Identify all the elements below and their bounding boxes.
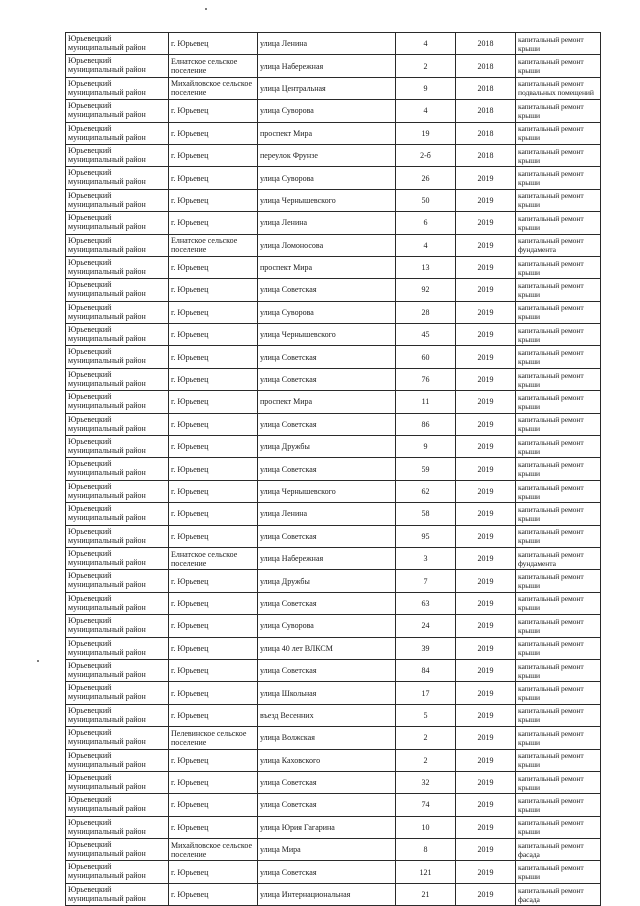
house-number-cell: 4 [396,100,456,122]
house-number-cell: 59 [396,458,456,480]
district-cell: Юрьевецкий муниципальный район [66,480,169,502]
street-cell: улица Интернациональная [258,883,396,905]
year-cell: 2019 [456,861,516,883]
district-cell: Юрьевецкий муниципальный район [66,458,169,480]
settlement-cell: Елнатское сельское поселение [169,547,258,569]
year-cell: 2019 [456,436,516,458]
work-type-cell: капитальный ремонт крыши [516,324,601,346]
house-number-cell: 45 [396,324,456,346]
house-number-cell: 2 [396,55,456,77]
house-number-cell: 9 [396,77,456,99]
year-cell: 2019 [456,324,516,346]
district-cell: Юрьевецкий муниципальный район [66,570,169,592]
district-cell: Юрьевецкий муниципальный район [66,391,169,413]
street-cell: улица Чернышевского [258,189,396,211]
house-number-cell: 10 [396,816,456,838]
settlement-cell: г. Юрьевец [169,33,258,55]
year-cell: 2019 [456,525,516,547]
table-row [66,391,601,413]
district-cell: Юрьевецкий муниципальный район [66,167,169,189]
work-type-cell: капитальный ремонт крыши [516,592,601,614]
table-row [66,659,601,681]
settlement-cell: г. Юрьевец [169,883,258,905]
settlement-cell: Михайловское сельское поселение [169,77,258,99]
table-row [66,771,601,793]
work-type-cell: капитальный ремонт крыши [516,615,601,637]
district-cell: Юрьевецкий муниципальный район [66,301,169,323]
street-cell: улица Суворова [258,301,396,323]
settlement-cell: г. Юрьевец [169,794,258,816]
work-type-cell: капитальный ремонт крыши [516,391,601,413]
street-cell: проспект Мира [258,256,396,278]
house-number-cell: 92 [396,279,456,301]
settlement-cell: г. Юрьевец [169,301,258,323]
table-row [66,100,601,122]
work-type-cell: капитальный ремонт крыши [516,413,601,435]
street-cell: улица Советская [258,592,396,614]
house-number-cell: 74 [396,794,456,816]
house-number-cell: 3 [396,547,456,569]
table-row [66,436,601,458]
table-row [66,592,601,614]
settlement-cell: г. Юрьевец [169,279,258,301]
table-row [66,861,601,883]
table-row [66,368,601,390]
street-cell: улица Набережная [258,547,396,569]
settlement-cell: Пелевинское сельское поселение [169,727,258,749]
settlement-cell: г. Юрьевец [169,659,258,681]
table-row [66,570,601,592]
house-number-cell: 5 [396,704,456,726]
settlement-cell: г. Юрьевец [169,167,258,189]
year-cell: 2019 [456,189,516,211]
table-row [66,458,601,480]
street-cell: улица Юрия Гагарина [258,816,396,838]
street-cell: улица Центральная [258,77,396,99]
settlement-cell: г. Юрьевец [169,212,258,234]
settlement-cell: г. Юрьевец [169,816,258,838]
district-cell: Юрьевецкий муниципальный район [66,234,169,256]
street-cell: улица Суворова [258,100,396,122]
street-cell: улица Советская [258,659,396,681]
district-cell: Юрьевецкий муниципальный район [66,749,169,771]
year-cell: 2019 [456,659,516,681]
district-cell: Юрьевецкий муниципальный район [66,256,169,278]
work-type-cell: капитальный ремонт крыши [516,816,601,838]
street-cell: улица Советская [258,368,396,390]
table-row [66,279,601,301]
district-cell: Юрьевецкий муниципальный район [66,592,169,614]
work-type-cell: капитальный ремонт подвальных помещений [516,77,601,99]
table-row [66,637,601,659]
table-row [66,503,601,525]
year-cell: 2019 [456,256,516,278]
district-cell: Юрьевецкий муниципальный район [66,794,169,816]
house-number-cell: 2-б [396,144,456,166]
year-cell: 2019 [456,839,516,861]
street-cell: проспект Мира [258,391,396,413]
settlement-cell: г. Юрьевец [169,256,258,278]
house-number-cell: 9 [396,436,456,458]
settlement-cell: г. Юрьевец [169,100,258,122]
year-cell: 2019 [456,279,516,301]
house-number-cell: 7 [396,570,456,592]
house-number-cell: 2 [396,749,456,771]
work-type-cell: капитальный ремонт фасада [516,883,601,905]
year-cell: 2019 [456,413,516,435]
street-cell: улица Чернышевского [258,480,396,502]
year-cell: 2019 [456,794,516,816]
house-number-cell: 60 [396,346,456,368]
settlement-cell: г. Юрьевец [169,704,258,726]
work-type-cell: капитальный ремонт крыши [516,122,601,144]
street-cell: улица Дружбы [258,570,396,592]
work-type-cell: капитальный ремонт фундамента [516,234,601,256]
year-cell: 2019 [456,749,516,771]
house-number-cell: 17 [396,682,456,704]
house-number-cell: 4 [396,234,456,256]
district-cell: Юрьевецкий муниципальный район [66,436,169,458]
district-cell: Юрьевецкий муниципальный район [66,368,169,390]
settlement-cell: г. Юрьевец [169,861,258,883]
work-type-cell: капитальный ремонт фасада [516,839,601,861]
district-cell: Юрьевецкий муниципальный район [66,324,169,346]
district-cell: Юрьевецкий муниципальный район [66,839,169,861]
table-row [66,77,601,99]
settlement-cell: г. Юрьевец [169,525,258,547]
year-cell: 2019 [456,727,516,749]
table-row [66,883,601,905]
house-number-cell: 95 [396,525,456,547]
settlement-cell: г. Юрьевец [169,682,258,704]
year-cell: 2019 [456,615,516,637]
year-cell: 2019 [456,458,516,480]
house-number-cell: 86 [396,413,456,435]
year-cell: 2018 [456,77,516,99]
settlement-cell: г. Юрьевец [169,413,258,435]
street-cell: улица Ленина [258,33,396,55]
year-cell: 2019 [456,547,516,569]
table-row [66,794,601,816]
district-cell: Юрьевецкий муниципальный район [66,637,169,659]
work-type-cell: капитальный ремонт крыши [516,503,601,525]
street-cell: улица Советская [258,771,396,793]
work-type-cell: капитальный ремонт крыши [516,301,601,323]
year-cell: 2019 [456,570,516,592]
table-row [66,480,601,502]
work-type-cell: капитальный ремонт крыши [516,458,601,480]
street-cell: улица Набережная [258,55,396,77]
house-number-cell: 24 [396,615,456,637]
year-cell: 2019 [456,212,516,234]
work-type-cell: капитальный ремонт крыши [516,525,601,547]
settlement-cell: Елнатское сельское поселение [169,55,258,77]
work-type-cell: капитальный ремонт крыши [516,682,601,704]
year-cell: 2019 [456,883,516,905]
district-cell: Юрьевецкий муниципальный район [66,413,169,435]
table-row [66,122,601,144]
settlement-cell: Михайловское сельское поселение [169,839,258,861]
street-cell: улица Советская [258,413,396,435]
table-row [66,301,601,323]
settlement-cell: г. Юрьевец [169,368,258,390]
house-number-cell: 50 [396,189,456,211]
table-row [66,33,601,55]
table-row [66,413,601,435]
street-cell: улица Суворова [258,615,396,637]
work-type-cell: капитальный ремонт фундамента [516,547,601,569]
district-cell: Юрьевецкий муниципальный район [66,615,169,637]
year-cell: 2019 [456,637,516,659]
year-cell: 2019 [456,592,516,614]
table-row [66,167,601,189]
year-cell: 2018 [456,122,516,144]
district-cell: Юрьевецкий муниципальный район [66,682,169,704]
street-cell: улица Чернышевского [258,324,396,346]
year-cell: 2019 [456,682,516,704]
work-type-cell: капитальный ремонт крыши [516,212,601,234]
table-row [66,212,601,234]
work-type-cell: капитальный ремонт крыши [516,144,601,166]
street-cell: улица Советская [258,346,396,368]
work-type-cell: капитальный ремонт крыши [516,436,601,458]
table-row [66,547,601,569]
house-number-cell: 76 [396,368,456,390]
year-cell: 2019 [456,816,516,838]
street-cell: переулок Фрунзе [258,144,396,166]
settlement-cell: г. Юрьевец [169,771,258,793]
work-type-cell: капитальный ремонт крыши [516,861,601,883]
house-number-cell: 39 [396,637,456,659]
settlement-cell: г. Юрьевец [169,144,258,166]
settlement-cell: г. Юрьевец [169,346,258,368]
settlement-cell: г. Юрьевец [169,436,258,458]
district-cell: Юрьевецкий муниципальный район [66,727,169,749]
table-row [66,55,601,77]
table-row [66,727,601,749]
table-row [66,839,601,861]
street-cell: улица Каховского [258,749,396,771]
scan-speck [37,660,39,662]
table-row [66,704,601,726]
settlement-cell: Елнатское сельское поселение [169,234,258,256]
year-cell: 2019 [456,503,516,525]
district-cell: Юрьевецкий муниципальный район [66,816,169,838]
work-type-cell: капитальный ремонт крыши [516,659,601,681]
work-type-cell: капитальный ремонт крыши [516,33,601,55]
year-cell: 2019 [456,346,516,368]
house-number-cell: 13 [396,256,456,278]
street-cell: проспект Мира [258,122,396,144]
house-number-cell: 8 [396,839,456,861]
year-cell: 2019 [456,167,516,189]
year-cell: 2018 [456,144,516,166]
house-number-cell: 21 [396,883,456,905]
district-cell: Юрьевецкий муниципальный район [66,189,169,211]
settlement-cell: г. Юрьевец [169,480,258,502]
district-cell: Юрьевецкий муниципальный район [66,771,169,793]
district-cell: Юрьевецкий муниципальный район [66,100,169,122]
table-row [66,234,601,256]
work-type-cell: капитальный ремонт крыши [516,189,601,211]
street-cell: улица 40 лет ВЛКСМ [258,637,396,659]
house-number-cell: 58 [396,503,456,525]
district-cell: Юрьевецкий муниципальный район [66,33,169,55]
year-cell: 2018 [456,100,516,122]
house-number-cell: 121 [396,861,456,883]
district-cell: Юрьевецкий муниципальный район [66,861,169,883]
table-row [66,346,601,368]
house-number-cell: 11 [396,391,456,413]
district-cell: Юрьевецкий муниципальный район [66,503,169,525]
year-cell: 2019 [456,234,516,256]
work-type-cell: капитальный ремонт крыши [516,480,601,502]
work-type-cell: капитальный ремонт крыши [516,368,601,390]
street-cell: улица Ленина [258,212,396,234]
table-row [66,682,601,704]
settlement-cell: г. Юрьевец [169,749,258,771]
work-type-cell: капитальный ремонт крыши [516,346,601,368]
house-number-cell: 26 [396,167,456,189]
street-cell: улица Советская [258,794,396,816]
house-number-cell: 4 [396,33,456,55]
settlement-cell: г. Юрьевец [169,503,258,525]
house-number-cell: 32 [396,771,456,793]
table-row [66,525,601,547]
work-type-cell: капитальный ремонт крыши [516,100,601,122]
district-cell: Юрьевецкий муниципальный район [66,55,169,77]
house-number-cell: 28 [396,301,456,323]
house-number-cell: 2 [396,727,456,749]
settlement-cell: г. Юрьевец [169,615,258,637]
district-cell: Юрьевецкий муниципальный район [66,212,169,234]
work-type-cell: капитальный ремонт крыши [516,727,601,749]
year-cell: 2019 [456,301,516,323]
street-cell: улица Школьная [258,682,396,704]
table-row [66,324,601,346]
repair-schedule-table [65,32,601,906]
settlement-cell: г. Юрьевец [169,391,258,413]
year-cell: 2019 [456,368,516,390]
year-cell: 2019 [456,704,516,726]
street-cell: улица Ленина [258,503,396,525]
year-cell: 2018 [456,55,516,77]
district-cell: Юрьевецкий муниципальный район [66,77,169,99]
house-number-cell: 62 [396,480,456,502]
settlement-cell: г. Юрьевец [169,570,258,592]
work-type-cell: капитальный ремонт крыши [516,279,601,301]
table-row [66,189,601,211]
table-row [66,144,601,166]
table-row [66,256,601,278]
work-type-cell: капитальный ремонт крыши [516,704,601,726]
street-cell: улица Советская [258,279,396,301]
district-cell: Юрьевецкий муниципальный район [66,525,169,547]
work-type-cell: капитальный ремонт крыши [516,637,601,659]
district-cell: Юрьевецкий муниципальный район [66,279,169,301]
district-cell: Юрьевецкий муниципальный район [66,547,169,569]
scan-speck [205,8,207,10]
district-cell: Юрьевецкий муниципальный район [66,346,169,368]
house-number-cell: 19 [396,122,456,144]
work-type-cell: капитальный ремонт крыши [516,771,601,793]
table-row [66,615,601,637]
district-cell: Юрьевецкий муниципальный район [66,883,169,905]
work-type-cell: капитальный ремонт крыши [516,794,601,816]
street-cell: въезд Весенних [258,704,396,726]
settlement-cell: г. Юрьевец [169,324,258,346]
work-type-cell: капитальный ремонт крыши [516,749,601,771]
street-cell: улица Волжская [258,727,396,749]
table-row [66,816,601,838]
street-cell: улица Советская [258,458,396,480]
work-type-cell: капитальный ремонт крыши [516,55,601,77]
settlement-cell: г. Юрьевец [169,458,258,480]
district-cell: Юрьевецкий муниципальный район [66,144,169,166]
street-cell: улица Советская [258,861,396,883]
street-cell: улица Советская [258,525,396,547]
street-cell: улица Дружбы [258,436,396,458]
settlement-cell: г. Юрьевец [169,189,258,211]
table-row [66,749,601,771]
district-cell: Юрьевецкий муниципальный район [66,122,169,144]
street-cell: улица Ломоносова [258,234,396,256]
settlement-cell: г. Юрьевец [169,122,258,144]
year-cell: 2019 [456,771,516,793]
work-type-cell: капитальный ремонт крыши [516,167,601,189]
house-number-cell: 63 [396,592,456,614]
house-number-cell: 6 [396,212,456,234]
street-cell: улица Мира [258,839,396,861]
year-cell: 2019 [456,480,516,502]
settlement-cell: г. Юрьевец [169,592,258,614]
work-type-cell: капитальный ремонт крыши [516,256,601,278]
settlement-cell: г. Юрьевец [169,637,258,659]
district-cell: Юрьевецкий муниципальный район [66,659,169,681]
street-cell: улица Суворова [258,167,396,189]
document-page [65,32,600,906]
year-cell: 2019 [456,391,516,413]
work-type-cell: капитальный ремонт крыши [516,570,601,592]
district-cell: Юрьевецкий муниципальный район [66,704,169,726]
house-number-cell: 84 [396,659,456,681]
year-cell: 2018 [456,33,516,55]
